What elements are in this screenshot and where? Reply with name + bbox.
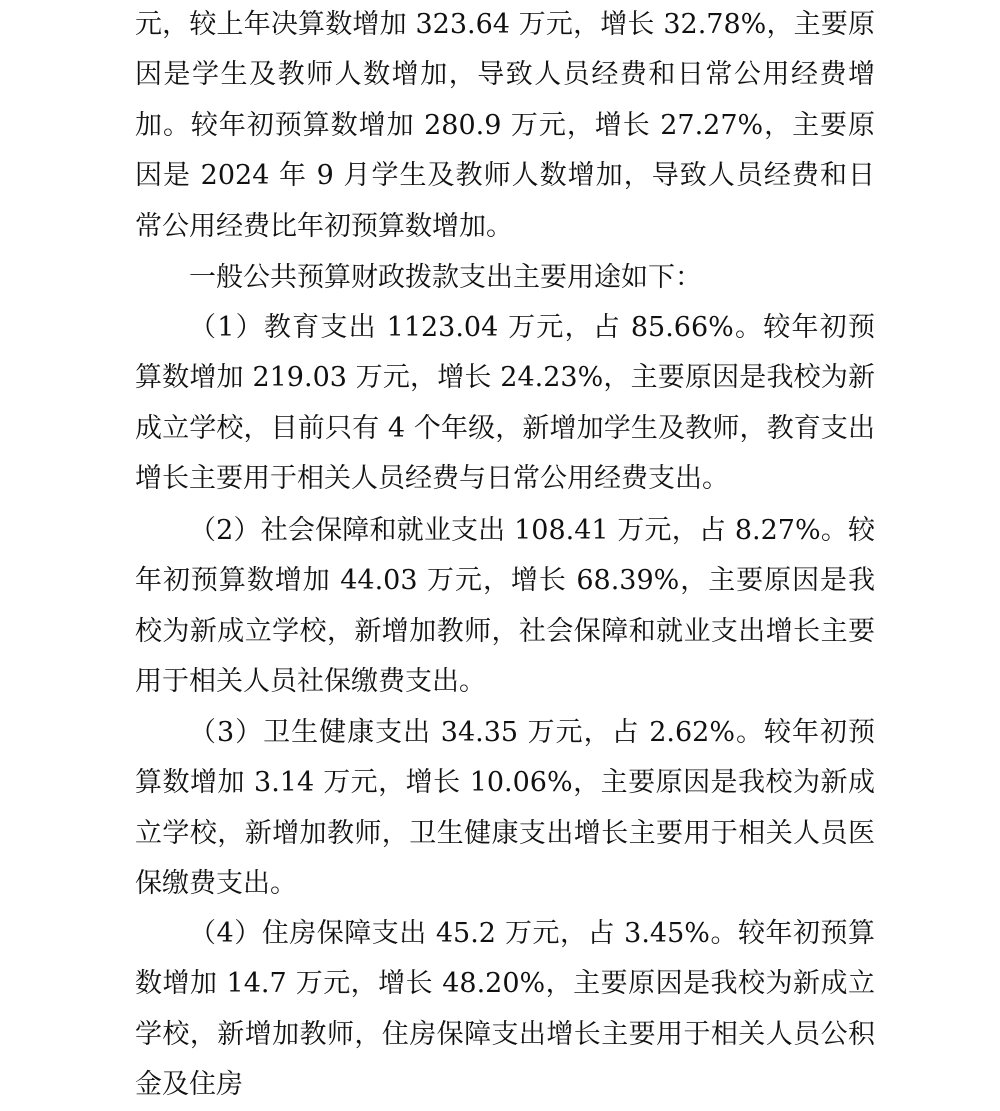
paragraph-health-expenditure: （3）卫生健康支出 34.35 万元，占 2.62%。较年初预算数增加 3.14 万元，增长 10.06%，主要原因是我校为新成立学校，新增加教师，卫生健康支出增长主要用于相关人员医保缴费支出。 bbox=[135, 717, 875, 900]
paragraph-expenditure-overview: 元，较上年决算数增加 323.64 万元，增长 32.78%，主要原因是学生及教师人数增加，导致人员经费和日常公用经费增加。较年初预算数增加 280.9 万元，增长 27.27%，主要原因是 2024 年 9 月学生及教师人数增加，导致人员经费和日常公用经费比年初预算数增加。 bbox=[135, 9, 875, 242]
paragraph-social-security-expenditure: （2）社会保障和就业支出 108.41 万元，占 8.27%。较年初预算数增加 44.03 万元，增长 68.39%，主要原因是我校为新成立学校，新增加教师，社会保障和就业支出增长主要用于相关人员社保缴费支出。 bbox=[135, 515, 875, 698]
paragraph-main-uses-heading: 一般公共预算财政拨款支出主要用途如下： bbox=[189, 262, 702, 293]
paragraph-education-expenditure: （1）教育支出 1123.04 万元，占 85.66%。较年初预算数增加 219.03 万元，增长 24.23%，主要原因是我校为新成立学校，目前只有 4 个年级，新增加学生及教师，教育支出增长主要用于相关人员经费与日常公用经费支出。 bbox=[135, 312, 875, 495]
paragraph-housing-expenditure: （4）住房保障支出 45.2 万元，占 3.45%。较年初预算数增加 14.7 万元，增长 48.20%，主要原因是我校为新成立学校，新增加教师，住房保障支出增长主要用于相关人员公积金及住房 bbox=[135, 918, 875, 1101]
